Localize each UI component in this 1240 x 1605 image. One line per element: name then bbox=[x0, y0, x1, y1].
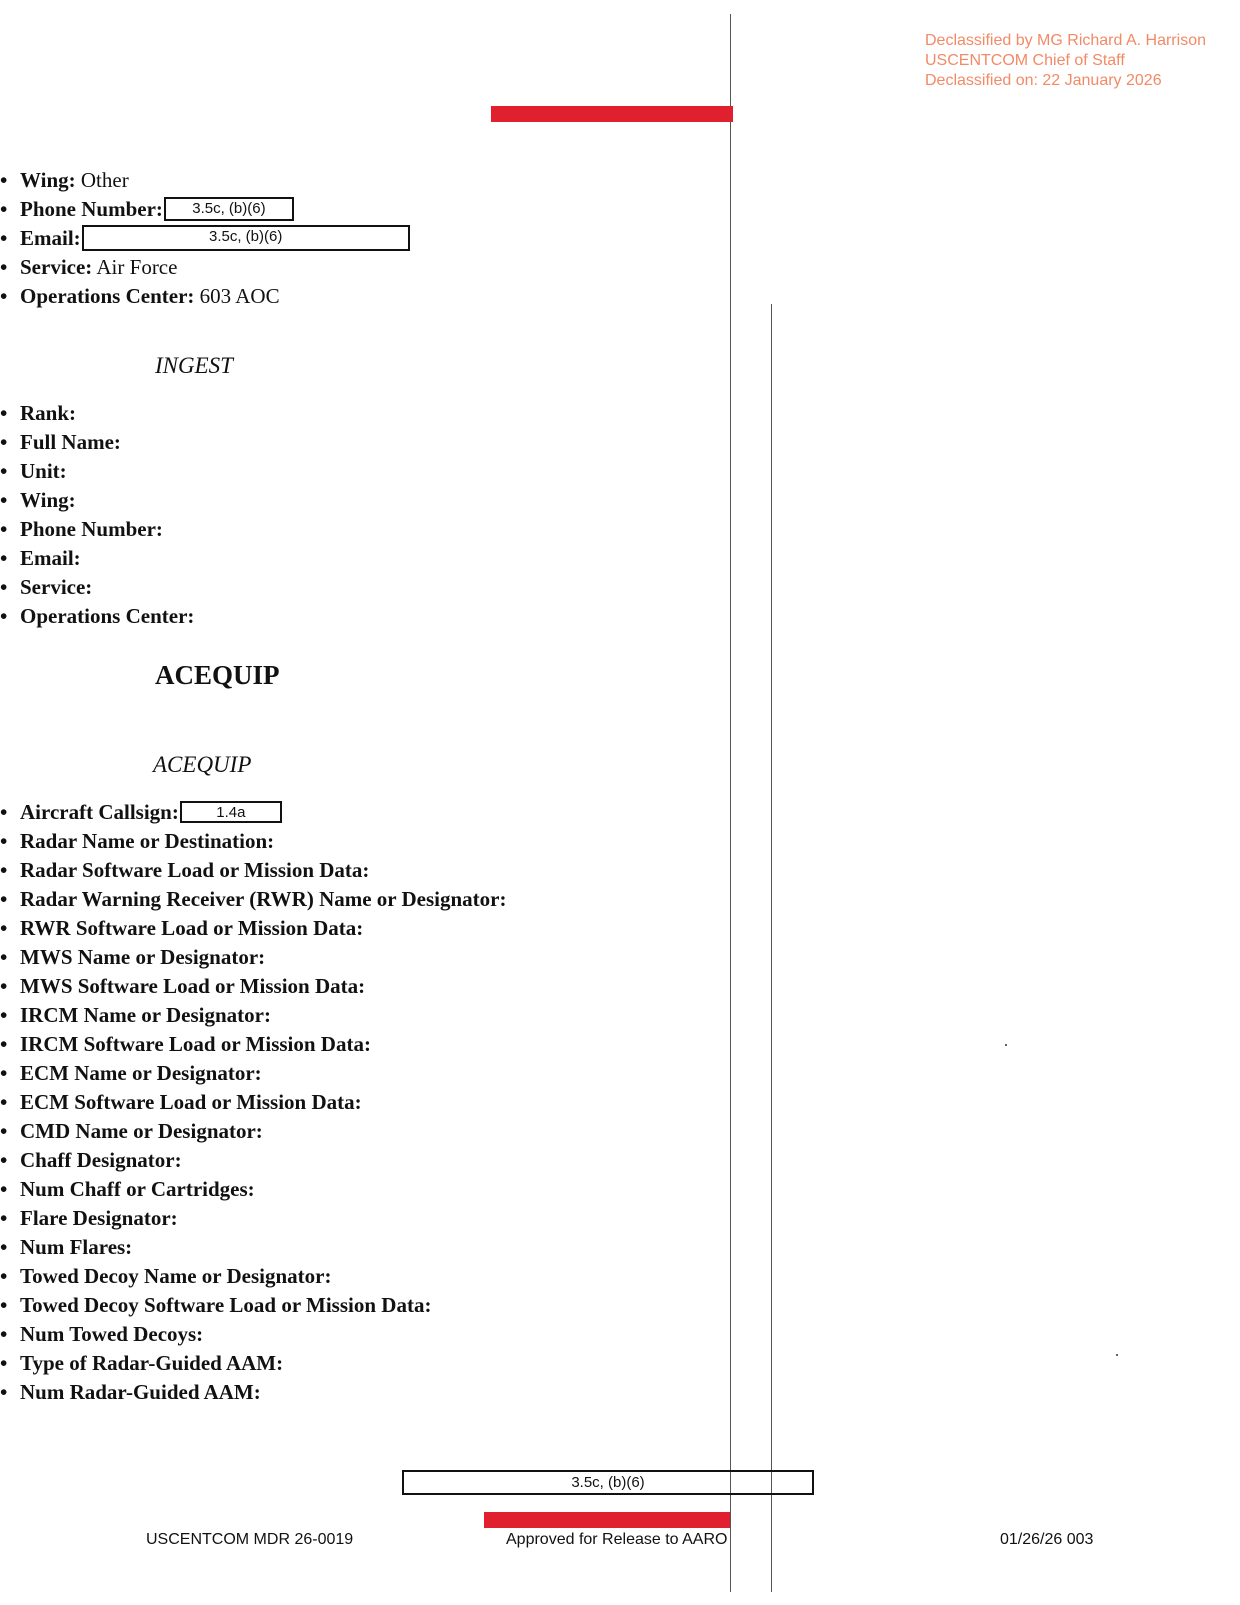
acequip-fields bbox=[0, 798, 506, 1407]
list-item bbox=[0, 1204, 506, 1233]
field-label: Radar Name or Destination: bbox=[20, 829, 275, 853]
redaction-box: 3.5c, (b)(6) bbox=[164, 197, 294, 221]
list-item bbox=[0, 1117, 506, 1146]
field-label: Num Flares: bbox=[20, 1235, 133, 1259]
field-label: Towed Decoy Name or Designator: bbox=[20, 1264, 332, 1288]
field-label: Num Towed Decoys: bbox=[20, 1322, 204, 1346]
field-value: Air Force bbox=[96, 255, 178, 279]
list-item bbox=[0, 602, 194, 631]
list-item bbox=[0, 1262, 506, 1291]
list-item bbox=[0, 885, 506, 914]
field-label: IRCM Name or Designator: bbox=[20, 1003, 271, 1027]
list-item bbox=[0, 856, 506, 885]
redaction-bar bbox=[491, 106, 733, 122]
field-aircraft-callsign bbox=[0, 798, 506, 827]
redaction-box: 3.5c, (b)(6) bbox=[402, 1470, 814, 1495]
field-label: Operations Center: bbox=[20, 284, 195, 308]
list-item bbox=[0, 1320, 506, 1349]
list-item bbox=[0, 428, 194, 457]
field-label: Rank: bbox=[20, 401, 77, 425]
list-item bbox=[0, 457, 194, 486]
scan-line bbox=[730, 14, 731, 1592]
field-label: Email: bbox=[20, 226, 81, 250]
document-id: USCENTCOM MDR 26-0019 bbox=[146, 1531, 354, 1548]
section-title: ACEQUIP bbox=[155, 660, 280, 690]
ingest-fields bbox=[0, 399, 194, 631]
stamp-line: Declassified on: 22 January 2026 bbox=[925, 72, 1162, 89]
field-service bbox=[0, 253, 410, 282]
list-item bbox=[0, 1291, 506, 1320]
stamp-line: USCENTCOM Chief of Staff bbox=[925, 52, 1125, 69]
acequip-heading: ACEQUIP bbox=[153, 752, 252, 777]
field-label: Towed Decoy Software Load or Mission Data: bbox=[20, 1293, 432, 1317]
field-label: RWR Software Load or Mission Data: bbox=[20, 916, 364, 940]
list-item bbox=[0, 515, 194, 544]
field-label: Radar Warning Receiver (RWR) Name or Designator: bbox=[20, 887, 507, 911]
field-label: ECM Name or Designator: bbox=[20, 1061, 262, 1085]
redaction-bar bbox=[484, 1512, 730, 1528]
list-item bbox=[0, 1001, 506, 1030]
declassification-stamp bbox=[925, 31, 1206, 91]
field-label: ECM Software Load or Mission Data: bbox=[20, 1090, 362, 1114]
field-label: Service: bbox=[20, 575, 93, 599]
list-item bbox=[0, 573, 194, 602]
field-label: Full Name: bbox=[20, 430, 121, 454]
list-item bbox=[0, 1175, 506, 1204]
field-label: Unit: bbox=[20, 459, 67, 483]
field-label: Email: bbox=[20, 546, 81, 570]
field-label: MWS Software Load or Mission Data: bbox=[20, 974, 366, 998]
field-label: Flare Designator: bbox=[20, 1206, 178, 1230]
list-item bbox=[0, 486, 194, 515]
field-label: Type of Radar-Guided AAM: bbox=[20, 1351, 284, 1375]
ingest-heading: INGEST bbox=[155, 353, 233, 378]
page-code: 01/26/26 003 bbox=[1000, 1531, 1094, 1548]
stamp-line: Declassified by MG Richard A. Harrison bbox=[925, 32, 1206, 49]
field-label: IRCM Software Load or Mission Data: bbox=[20, 1032, 371, 1056]
field-label: Num Chaff or Cartridges: bbox=[20, 1177, 255, 1201]
field-phone bbox=[0, 195, 410, 224]
field-value: 603 AOC bbox=[199, 284, 280, 308]
list-item bbox=[0, 827, 506, 856]
field-label: Service: bbox=[20, 255, 93, 279]
list-item bbox=[0, 914, 506, 943]
field-email bbox=[0, 224, 410, 253]
release-notice: Approved for Release to AARO bbox=[506, 1531, 728, 1548]
list-item bbox=[0, 943, 506, 972]
contact-fields bbox=[0, 166, 410, 311]
redaction-box: 3.5c, (b)(6) bbox=[82, 225, 410, 251]
field-operations-center bbox=[0, 282, 410, 311]
list-item bbox=[0, 544, 194, 573]
field-value: Other bbox=[80, 168, 129, 192]
field-label: Radar Software Load or Mission Data: bbox=[20, 858, 370, 882]
field-label: Wing: bbox=[20, 488, 76, 512]
scan-line bbox=[771, 304, 772, 1592]
field-label: Phone Number: bbox=[20, 197, 163, 221]
field-label: MWS Name or Designator: bbox=[20, 945, 266, 969]
field-label: Phone Number: bbox=[20, 517, 163, 541]
list-item bbox=[0, 1378, 506, 1407]
list-item bbox=[0, 1088, 506, 1117]
field-label: CMD Name or Designator: bbox=[20, 1119, 263, 1143]
list-item bbox=[0, 1030, 506, 1059]
list-item bbox=[0, 1146, 506, 1175]
field-label: Aircraft Callsign: bbox=[20, 800, 179, 824]
field-label: Chaff Designator: bbox=[20, 1148, 182, 1172]
scan-speck bbox=[1116, 1354, 1118, 1356]
field-label: Num Radar-Guided AAM: bbox=[20, 1380, 261, 1404]
list-item bbox=[0, 399, 194, 428]
scan-speck bbox=[1005, 1044, 1007, 1046]
field-wing bbox=[0, 166, 410, 195]
list-item bbox=[0, 1233, 506, 1262]
field-label: Operations Center: bbox=[20, 604, 195, 628]
list-item bbox=[0, 1349, 506, 1378]
redaction-box: 1.4a bbox=[180, 801, 282, 823]
list-item bbox=[0, 972, 506, 1001]
field-label: Wing: bbox=[20, 168, 76, 192]
list-item bbox=[0, 1059, 506, 1088]
